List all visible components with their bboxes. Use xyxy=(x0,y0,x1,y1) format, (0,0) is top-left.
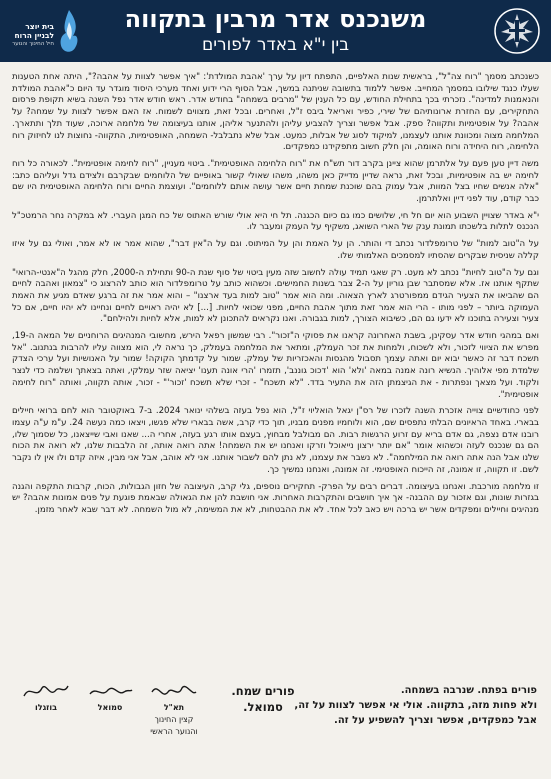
flame-logo-icon xyxy=(58,8,80,54)
paragraph: זו מלחמה מורכבת. ואנחנו בעיצומה. דברים רבים על הפרק- תחקירים נוספים, גלי קרב, העיצובה של חזון הגבולות, הכוח, קרבות התקפה והגנה בגזרות שונות, וגם אזכור עם ההבנה- אך איך חושבים והתקרבות האחרות. אני חושבת להן את הגאולה שבאמת פוגעת על פנים אמונות אהבה? יש מנהיגים וחיילים ומפקדים אשר יש ברכה ויש כאב לכל אחד. לא את ההבטחות, לא את המשימה, לא מול השמחה. לא דבר שבא לאחר מזמן. xyxy=(12,481,539,515)
school-name: בית יוצר לבניין הרוח חיל החינוך והנוער xyxy=(12,22,54,47)
handwritten-signature xyxy=(84,680,136,702)
handwritten-signature xyxy=(148,680,200,702)
school-logo xyxy=(8,6,80,56)
page-header xyxy=(0,0,551,62)
signature-block: סמואל xyxy=(80,680,140,714)
paragraph: י"א באדר שצויין השבוע הוא יום חל חי, שלושים כמו גם כיום הכגנה. תל חי היא אולי שורש האתוס של כח המגן העברי. לא במקרה נחר הרמטכ"ל הנכנס לתלות בלשכתו תמונת ענק של הארי השואג, משקיף על העמק ומעבר לו. xyxy=(12,210,539,233)
page-subtitle: בין י"א באדר לפורים xyxy=(201,35,350,55)
page-title: משנכנס אדר מרבין בתקווה xyxy=(124,5,427,33)
paragraph: על ה"טוב למות" של טרומפלדור נכתב די והותר. הן על האמת והן על המיתוס. וגם על ה"אין דבר", שהוא אמר או לא אמר, ואולי גם על איזו קללה שניסית שבקרים שהסתיו למסמכים האלמותי שלו. xyxy=(12,239,539,261)
paragraph: ואם במהגי חודש אדר עסקינן, בשבת האחרונה קראנו את פסוקי ה"זכור". רבי שמשון רפאל הירש, מחשובי המנהיגים הרוחניים של המאה ה-19, מפרש את הציווי לזכור, ולא לשכוח, ולמחות את זכר העמלק, ומתאר את המלחמה בעמלק, כך נראה לי, הוא מצווה עליו להרבות בנתנוב. "אל תשכח דבר זה כאשר יבוא יום ואתה עצמך תסבול מהגסות והאכזריות של עמלק. שמור על קדמתך הקוקה! שמור על האנושיות ועל ערכי הצדק שלמדת מפי אלוהיך. הנשיא רונה אמנה במאה 'ולא' הוא 'דכוכ גוננב', תזמרו 'הרי אונה תענו' יציאה שזר עמלקי, ואתה בצאתך ושלמה כדי לנצר ולקוד. ועל מצאך ונפתרות - את הגיצמתן הזה את התעיר בדד. "לא תשכח" - זכרי שלא תשכח 'זכור'" - זכור, אותה תקווה, ואותה "רוח לחימה אופטימית". xyxy=(12,331,539,400)
idf-emblem-icon xyxy=(491,6,543,56)
letter-body xyxy=(12,72,539,652)
paragraph: משה דיין טען פעם על אלתרמן שהוא ציינן בקרב דור תש"ח את "רוח הלחימה האופטימית". ביטוי מעניין, "רוח לחימה אופטימית". לכאורה כל רוח לחימה יש בה אופטימיות, ובכל זאת, נראה שדיין מדייק כאן משהו, משהו שאולי קשור באופיים של הלוחמים שבקרבם ולצידם גדל ועליהם כתב: "אלה אנשים שחיו בצל המוות, אבל עמוק בהם שוכנת שמחת חיים אשר עושה אותם ללוחמים". ועוצמת החיים ורוח הלחימה האופטימית היו שם כבר קודם, עוד לפני דיין ואלתרמן. xyxy=(12,158,539,205)
paragraph: וגם על ה"טוב לחיות" נכתב לא מעט. רק שאגי תמיד עולה לחשוב שזה מעין ביטוי של סוף שנת ה-90 ותחילת ה-2000, חלק מהגל ה"אנטי-הרואי" שתקף אותנו אז. אלא שמסתבר שבן גוריון על ה-2 צבר בשנות החמישים. וכשהוא כותב על טרומפלדור הוא כותב להרצוג כי "צמאון ואהבה לחיים הם שהביאו את הצעיר הגידם ממפורטרג לארץ הצאוה. ומה הוא אמר "טוב למות בעד ארצנו" – והוא אמר את זה ברגע שאדם מגיע את האמת העמוקה ביותר – לפני מותו - הרי הוא אמר זאת מתוך אהבת החיים, מפני שכואי לחיות. [...] לא יהיה ראויים לחיים ונחיינו לא יהיו חיים, אם כל צעיר וצעירה בתוכנו לא ידעו גם הם, כשיבוא הצורך, למות בגבורה. ואנו נקראים להתכונן לא למות, אלא לחיות ולהילחם". xyxy=(12,267,539,325)
closing-greeting: פורים שמח. סמואל. xyxy=(231,684,295,714)
signatures xyxy=(16,680,211,750)
paragraph: לפני כחודשיים צוייה אזכרת השנה לזכרו של רס"ן יגאל הואליוי ז"ל, הוא נפל בעזה בשלהי ינואר 2024. ב-7 באוקטובר הוא לחם ברואי חיילים בבארי. באחד הראיונים הבלתי נתפסים שם, הוא ולוחמיו מפנים מבניו, תוך כדי קרב, אשה בבארי שלא פגשו, ויצאו כמה נעשה 24. ע"מ ע"ה עצמו רובנו אדם נצפה, גם אדם בריא עם זרוע הרגשות רבות. הם מבולבל מבחוץ, בעצם אותו רגע בעזה, אחרי ה... שאנו ואבי שייצאנו, כל שסמוך שלו, הם גם שנכנס לעזה וכשהוא אומר "אם יותר ירצון נייאוכל וזרקו ואנחנו יש את השמחה! אתה רואה אותה, זה הלבבות שלנו, לא רואה את הכוח שלנו אבל הנה אתה רואה את המילחמה". לא נשבר את עצמנו, לא נתן להם לשבור אותנו. אני לא אוהב, אבל אני מבין, איזה קדם ולו אין לו נקבר לשם. זו תקווה, זו אמונה, זה הייכוח האופטימי. זה אמונה, ואנחנו נמשיך כך. xyxy=(12,406,539,475)
signature-block: בוזגלו xyxy=(16,680,76,714)
handwritten-signature xyxy=(20,680,72,702)
signature-block: תא"ל קצין החינוך והנוער הראשי xyxy=(144,680,204,738)
signoff: פורים בפתח. שנרבה בשמחה. ולא פחות מזה, בתקווה. אולי אי אפשר לצוות על זה, אבל כמפקדים, אפשר וצריך להשפיע על זה. xyxy=(294,685,537,726)
paragraph: כשנכתב מסמך "רוח צה"ל", בראשית שנות האלפיים, התפתח דיון על ערך 'אהבת המולדת': "איך אפשר לצוות על אהבה?", היתה אחת הטענות שעלו כנגד שילובו במסמך המחייב. אפשר ללמוד בתשובה שניתנה במשך, אבל הסוף הרי ידוע ואחד מערכי היסוד מוגדר עד היום כ"אהבת המולדת והנאמנות למדינה". נזכרתי בכך בתחילת החודש, עם כל הענין של "מרבים בשמחה" בחודש אדר. ראש חודש אדר נפל השנה בשיא תקופת פרסום התחקירים, עם החזרת ארונותיהם של שירי, כפיר ואריאל ביבס ז"ל, ואחרים. ובכל זאת, מצווים לשמוח. אז האם אפשר לצוות על שמחה? על אהבה? על אופטימיות ותקווה? ספק. אבל אפשר וצריך להצביע עליהן ולהתנער אליהן, אותנו בעיצומה של מלחמה ארוכה, שעוד תלך ותתארך. המלחמה מצוה ומכוונת אותנו לעצמנו, למיקוד לסוג של אבלות, כמעט. אבל שלא נתבלבל- השמחה, האופטימיות, התקווה- נחוצות לנו לחיזוק רוח הלחימה, רוח היחידה ורוח האומה, והן חלק חשוב מתפקידנו כמפקדים. xyxy=(12,72,539,153)
